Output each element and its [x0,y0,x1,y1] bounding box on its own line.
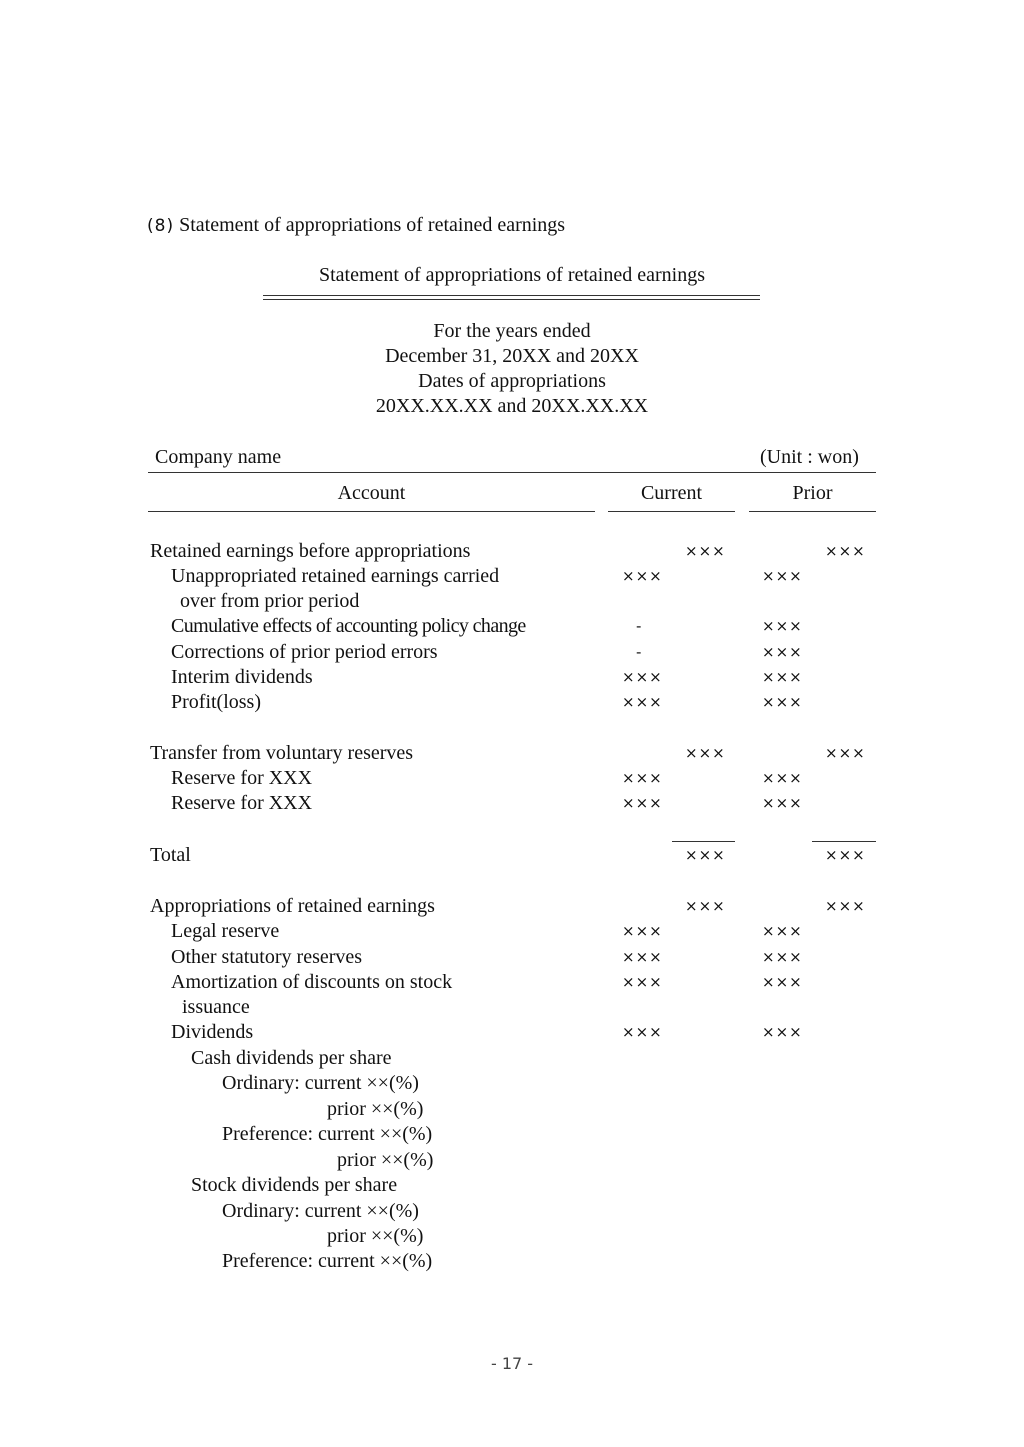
statement-title: Statement of appropriations of retained earnings [319,264,705,286]
cell-unappropriated-current: ××× [622,567,663,585]
cell-statutory-prior: ××× [762,948,803,966]
cell-total-current: ××× [685,846,726,864]
cell-dividends-current: ××× [622,1023,663,1041]
row-label-interim: Interim dividends [171,666,313,688]
row-label-stock-preference-current: Preference: current ××(%) [222,1250,433,1272]
row-label-profit: Profit(loss) [171,691,261,713]
cell-unappropriated-prior: ××× [762,567,803,585]
section-title: Statement of appropriations of retained earnings [179,214,566,236]
row-label-reserve-2: Reserve for XXX [171,792,313,814]
row-label-re-before: Retained earnings before appropriations [150,540,471,562]
cell-interim-prior: ××× [762,668,803,686]
title-underline-2 [263,299,760,300]
cell-interim-current: ××× [622,668,663,686]
cell-transfer-current: ××× [685,744,726,762]
row-label-cash-dps: Cash dividends per share [191,1047,392,1069]
cell-total-prior: ××× [825,846,866,864]
period-line-1: For the years ended [433,320,591,342]
row-label-statutory: Other statutory reserves [171,946,363,968]
total-current-rule [672,841,735,842]
total-prior-rule [812,841,876,842]
cell-reserve-1-prior: ××× [762,769,803,787]
column-header-account: Account [337,482,406,504]
title-underline-1 [263,295,760,296]
row-label-amortization-cont: issuance [182,996,250,1018]
cell-re-before-current: ××× [685,542,726,560]
cell-legal-current: ××× [622,922,663,940]
row-label-unappropriated-cont: over from prior period [180,590,360,612]
cell-amortization-prior: ××× [762,973,803,991]
row-label-stock-ordinary-prior: prior ××(%) [327,1225,424,1247]
cell-appropriations-prior: ××× [825,897,866,915]
cell-corrections-prior: ××× [762,643,803,661]
cell-profit-current: ××× [622,693,663,711]
row-label-cash-preference-current: Preference: current ××(%) [222,1123,433,1145]
period-line-2: December 31, 20XX and 20XX [385,345,639,367]
row-label-amortization: Amortization of discounts on stock [171,971,453,993]
cell-corrections-current: - [636,643,643,661]
row-label-unappropriated: Unappropriated retained earnings carried [171,565,500,587]
column-header-current: Current [640,482,703,504]
cell-reserve-2-prior: ××× [762,794,803,812]
cell-profit-prior: ××× [762,693,803,711]
period-line-3: Dates of appropriations [418,370,606,392]
cell-dividends-prior: ××× [762,1023,803,1041]
cell-reserve-1-current: ××× [622,769,663,787]
row-label-cash-ordinary-current: Ordinary: current ××(%) [222,1072,419,1094]
cell-cumulative-current: - [636,617,643,635]
period-line-4: 20XX.XX.XX and 20XX.XX.XX [375,395,649,417]
cell-reserve-2-current: ××× [622,794,663,812]
page-number: - 17 - [490,1354,534,1373]
unit-label: (Unit : won) [760,446,859,468]
section-heading [147,213,565,238]
prior-header-rule [749,511,876,512]
table-top-rule [148,472,876,473]
row-label-dividends: Dividends [171,1021,254,1043]
section-number: (8) [147,216,175,236]
row-label-cumulative: Cumulative effects of accounting policy change [171,615,526,637]
cell-re-before-prior: ××× [825,542,866,560]
current-header-rule [608,511,735,512]
row-label-transfer: Transfer from voluntary reserves [150,742,414,764]
row-label-reserve-1: Reserve for XXX [171,767,313,789]
cell-statutory-current: ××× [622,948,663,966]
row-label-cash-ordinary-prior: prior ××(%) [327,1098,424,1120]
cell-transfer-prior: ××× [825,744,866,762]
cell-cumulative-prior: ××× [762,617,803,635]
row-label-stock-ordinary-current: Ordinary: current ××(%) [222,1200,419,1222]
row-label-cash-preference-prior: prior ××(%) [337,1149,434,1171]
cell-amortization-current: ××× [622,973,663,991]
account-header-rule [148,511,595,512]
cell-appropriations-current: ××× [685,897,726,915]
cell-legal-prior: ××× [762,922,803,940]
column-header-prior: Prior [792,482,833,504]
company-name: Company name [155,446,282,468]
row-label-corrections: Corrections of prior period errors [171,641,438,663]
row-label-legal: Legal reserve [171,920,280,942]
row-label-total: Total [150,844,191,866]
row-label-appropriations: Appropriations of retained earnings [150,895,435,917]
row-label-stock-dps: Stock dividends per share [191,1174,398,1196]
